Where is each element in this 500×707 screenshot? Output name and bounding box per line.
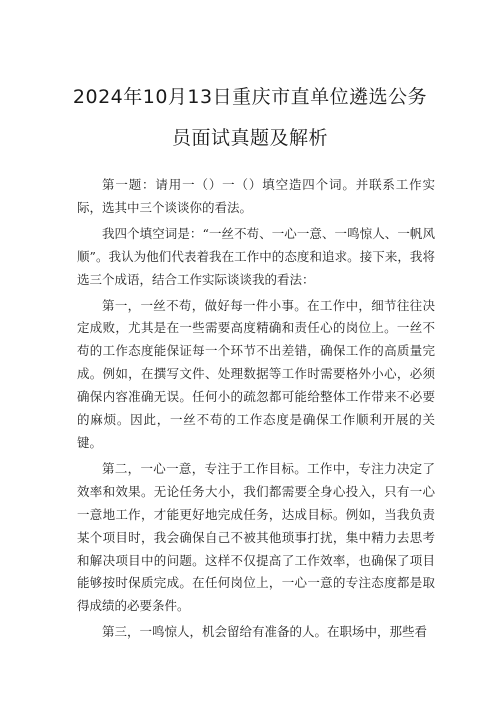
document-title-line-2: 员面试真题及解析 xyxy=(171,127,328,149)
paragraph-point-1: 第一，一丝不苟，做好每一件小事。在工作中，细节往往决定成败，尤其是在一些需要高度精确和责任心的岗位上。一丝不苟的工作态度能保证每一个环节不出差错，确保工作的高质量完成。例如，在撰写文件、处理数据等工作时需要格外小心，必须确保内容准确无误。任何小的疏忽都可能给整体工作带来不必要的麻烦。因此，一丝不苟的工作态度是确保工作顺利开展的关键。 xyxy=(77,297,435,450)
document-title-line-1: 2024年10月13日重庆市直单位遴选公务 xyxy=(72,86,428,108)
paragraph-point-3: 第三，一鸣惊人，机会留给有准备的人。在职场中，那些看 xyxy=(102,624,428,640)
paragraph-answer-intro: 我四个填空词是：“一丝不苟、一心一意、一鸣惊人、一帆风顺”。我认为他们代表着我在工作中的态度和追求。接下来，我将选三个成语，结合工作实际谈谈我的看法： xyxy=(77,225,435,287)
paragraph-question: 第一题：请用一（）一（）填空造四个词。并联系工作实际，选其中三个谈谈你的看法。 xyxy=(77,177,435,215)
paragraph-point-2: 第二，一心一意，专注于工作目标。工作中，专注力决定了效率和效果。无论任务大小，我们都需要全身心投入，只有一心一意地工作，才能更好地完成任务，达成目标。例如，当我负责某个项目时，我会确保自己不被其他琐事打扰，集中精力去思考和解决项目中的问题。这样不仅提高了工作效率，也确保了项目能够按时保质完成。在任何岗位上，一心一意的专注态度都是取得成绩的必要条件。 xyxy=(77,460,435,614)
document-body xyxy=(77,174,435,647)
